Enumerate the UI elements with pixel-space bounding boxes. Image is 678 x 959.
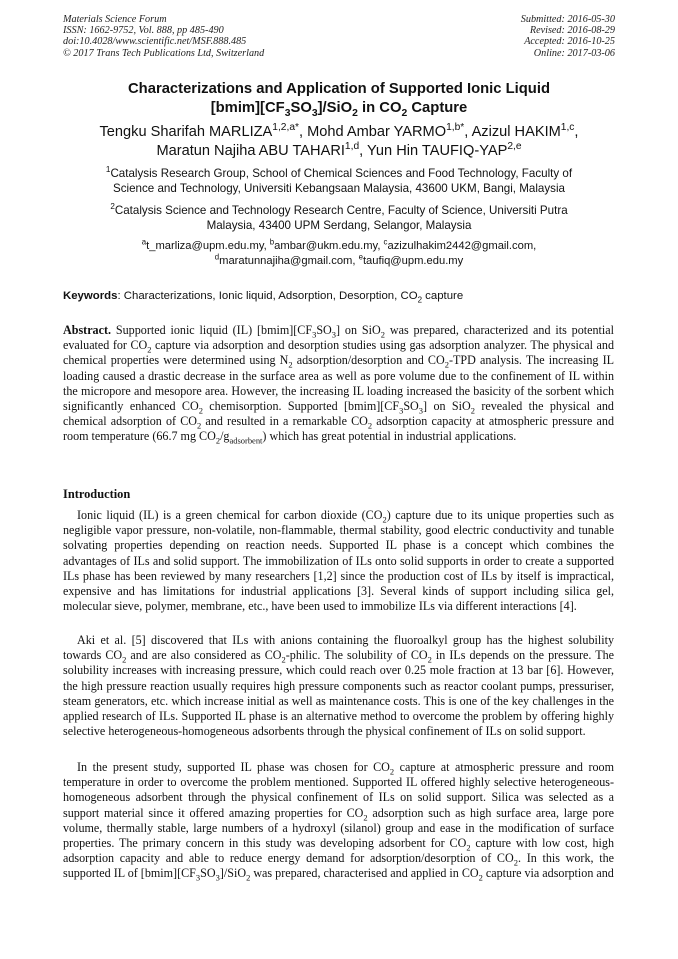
section-heading-introduction: Introduction xyxy=(63,487,131,501)
email-link[interactable]: maratunnajiha@gmail.com, xyxy=(219,254,359,267)
journal-info xyxy=(63,14,264,59)
affiliation-2: $^2$Catalysis Science and Technology Research Centre, Faculty of Science, Universiti Putra Malaysia, 43400 UPM Serdang, Selangor, Malaysia xyxy=(110,202,568,232)
keywords-label: Keywords xyxy=(63,290,118,302)
email-link[interactable]: t_marliza@upm.edu.my, xyxy=(146,240,270,252)
accepted-date: Accepted: 2016-10-25 xyxy=(524,36,615,48)
author-name: Tengku Sharifah MARLIZA xyxy=(99,124,273,140)
abstract: Abstract. Supported ionic liquid (IL) $[bmim][CF_3SO_3]$ on SiO$_2$ was prepared, characterized and its potential evaluated for $CO_2$ capture via adsorption and desorption studies using gas adsorption analyzer. The physical and chemical properties were determined using $N_2$ adsorption/desorption and $CO_2$-TPD analysis. The increasing IL loading caused a drastic decrease in the surface area as well as pore volume due to the confinement of IL within the micropore and mesopore area. However, the increasing IL loading increased the basicity of the sorbent which significantly enhanced $CO_2$ chemisorption. Supported $[bmim][CF_3SO_3]$ on SiO$_2$ revealed the physical and chemical adsorption of $CO_2$ and resulted in a remarkable $CO_2$ adsorption capacity at atmospheric pressure and room temperature (66.7 mg $CO_2/g_{adsorbent}$) which has great potential in industrial applications. xyxy=(63,323,614,446)
title-line-2: $[bmim][CF_3SO_3]/SiO_2$ in $CO_2$ Capture xyxy=(210,100,468,119)
revised-date: Revised: 2016-08-29 xyxy=(529,25,615,37)
copyright: © 2017 Trans Tech Publications Ltd, Switzerland xyxy=(63,47,265,59)
author-name: Maratun Najiha ABU TAHARI xyxy=(156,143,345,159)
title-line-1: Characterizations and Application of Supported Ionic Liquid xyxy=(127,81,550,97)
issn: ISSN: 1662-9752, Vol. 888, pp 485-490 xyxy=(63,25,224,37)
author-name: Azizul HAKIM xyxy=(471,124,561,140)
online-date: Online: 2017-03-06 xyxy=(533,47,615,59)
email-link[interactable]: ambar@ukm.edu.my, xyxy=(274,240,384,252)
publication-dates xyxy=(521,14,615,59)
keywords: Keywords: Characterizations, Ionic liquid, Adsorption, Desorption, $CO_2$ capture xyxy=(63,290,464,305)
paragraph: In the present study, supported IL phase was chosen for $CO_2$ capture at atmospheric pressure and room temperature in order to overcome the problem mentioned. Supported IL offered highly selective heterogeneous-homogeneous adsorbent through the physical confinement of ILs on solid support. Silica was selected as a support material since it offered amazing properties for $CO_2$ adsorption such as high surface area, large pore volume, thermally stable, large numbers of a hydroxyl (silanol) group and ease in the modification of surface properties. The primary concern in this study was developing adsorbent for $CO_2$ capture with low cost, high adsorption capacity and able to reduce energy demand for adsorption/desorption of $CO_2$. In this work, the supported IL of $[bmim][CF_3SO_3]/SiO_2$ was prepared, characterised and applied in $CO_2$ capture via adsorption and xyxy=(63,760,615,883)
journal-name: Materials Science Forum xyxy=(63,14,167,25)
email-link[interactable]: taufiq@upm.edu.my xyxy=(362,254,464,267)
paper-title xyxy=(50,80,628,118)
email-link[interactable]: azizulhakim2442@gmail.com, xyxy=(387,240,537,252)
author-name: Mohd Ambar YARMO xyxy=(307,124,447,140)
author-list: Tengku Sharifah $MARLIZA^{1,2,a*}$, Mohd Ambar $YARMO^{1,b*}$, Azizul HAKIM$^{1,c}$, Maratun Najiha ABU TAHARI$^{1,d}$, Yun Hin TAUFIQ-YAP$^{2,e}$ xyxy=(99,122,579,159)
email-list: $^a$t_marliza@upm.edu.my, $^b$ambar@ukm.edu.my, $^c$azizulhakim2442@gmail.com, $^d$maratunnajiha@gmail.com, $^e$taufiq@upm.edu.my xyxy=(141,237,537,267)
submitted-date: Submitted: 2016-05-30 xyxy=(520,14,615,25)
author-name: Yun Hin TAUFIQ-YAP xyxy=(367,143,508,159)
affiliation-1: $^1$Catalysis Research Group, School of Chemical Sciences and Food Technology, Faculty of Science and Technology, Universiti Kebangsaan Malaysia, 43600 UKM, Bangi, Malaysia xyxy=(105,165,573,195)
doi[interactable]: doi:10.4028/www.scientific.net/MSF.888.485 xyxy=(63,36,247,48)
abstract-label: Abstract. xyxy=(63,323,112,337)
paragraph: Ionic liquid (IL) is a green chemical for carbon dioxide $(CO_2)$ capture due to its unique properties such as negligible vapor pressure, non-volatile, non-flammable, thermal stability, good electric conductivity and tunable solvating properties depending on reaction needs. Supported IL phase is a concept which combines the advantages of ILs and solid support. The immobilization of ILs onto solid supports in order to create a supported ILs phase has been reviewed by many researchers [1,2] since the production cost of ILs by itself is impractical, expensive and has limitations for industrial applications [3]. Several kinds of support including silica gel, molecular sieve, polymer, membrane, etc., have been used to immobilize ILs via different interactions [4]. xyxy=(63,508,614,614)
paragraph: Aki et al. [5] discovered that ILs with anions containing the fluoroalkyl group has the highest solubility towards $CO_2$ and are also considered as $CO_2$-philic. The solubility of $CO_2$ in ILs depends on the pressure. The solubility increases with increasing pressure, which could reach over 0.25 mole fraction at 13 bar [6]. However, the high pressure reaction usually requires high pressure components such as reactor coolant pumps, pressuriser, steam generators, etc. which increase initial as well as maintenance costs. This is one of the key challenges in the applied research of ILs. Supported IL phase is an alternative method to overcome the problem by offering highly selective heterogeneous-homogeneous adsorbents through the physical confinement of ILs on solid support. xyxy=(63,633,615,739)
